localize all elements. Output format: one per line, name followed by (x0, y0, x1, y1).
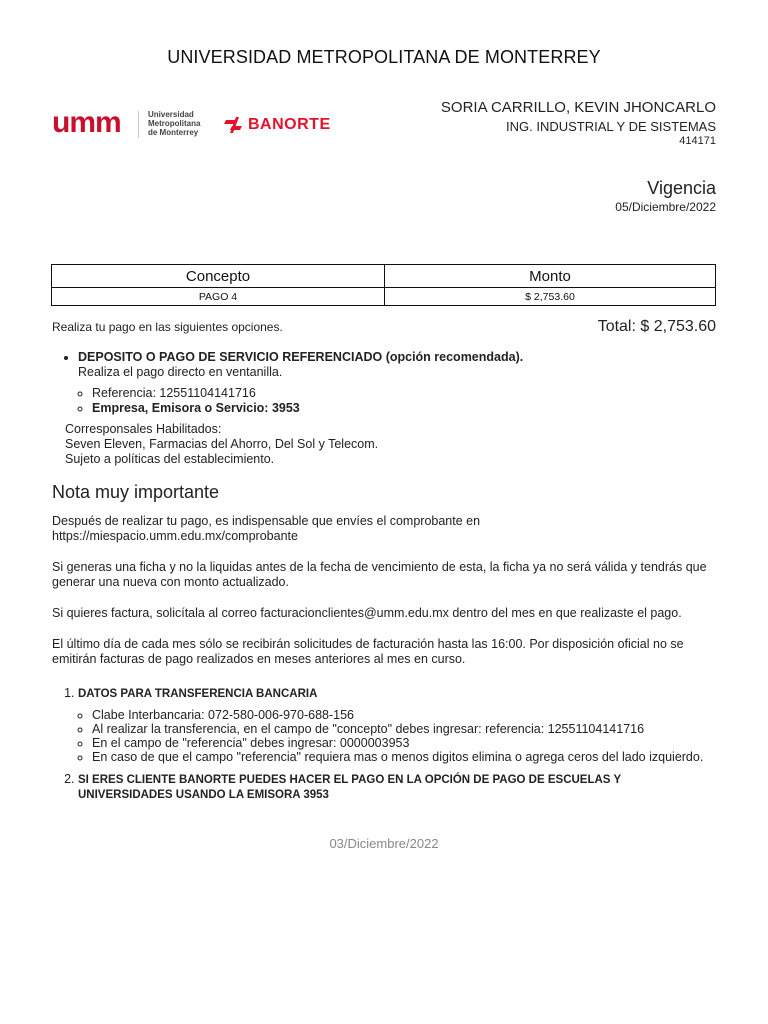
logo-divider (138, 111, 139, 138)
nota-paragraph: El último día de cada mes sólo se recibirán solicitudes de facturación hasta las 16:00. Por disposición oficial no se emitirán facturas de pago realizados en meses anteriores al mes en curso. (52, 637, 684, 666)
deposit-subtitle: Realiza el pago directo en ventanilla. (78, 365, 283, 379)
umm-subtitle-line: Universidad (148, 110, 194, 119)
transfer-details (78, 708, 716, 764)
table-cell-concepto: PAGO 4 (52, 288, 385, 306)
nota-paragraph: Si generas una ficha y no la liquidas antes de la fecha de vencimiento de esta, la ficha ya no será válida y tendrás que generar una nueva con monto actualizado. (52, 560, 707, 589)
total-amount: Total: $ 2,753.60 (597, 318, 716, 335)
deposit-details (78, 386, 716, 416)
list-item: ◦ En el campo de "referencia" debes ingresar: 0000003953 (92, 736, 716, 750)
vigencia-label: Vigencia (647, 178, 716, 198)
banorte-logo (224, 115, 364, 135)
list-item (78, 686, 716, 764)
student-name: SORIA CARRILLO, KEVIN JHONCARLO (440, 99, 716, 116)
payment-option-deposit (52, 350, 716, 467)
payment-intro: Realiza tu pago en las siguientes opciones. (52, 320, 283, 334)
concepts-table (51, 264, 716, 306)
list-item: ◦ Empresa, Emisora o Servicio: 3953 (92, 401, 716, 416)
deposit-list (52, 350, 716, 416)
nota-paragraph: Si quieres factura, solicítala al correo facturacionclientes@umm.edu.mx dentro del mes en que realizaste el pago. (52, 606, 682, 620)
banorte-client-title: SI ERES CLIENTE BANORTE PUEDES HACER EL PAGO EN LA OPCIÓN DE PAGO DE ESCUELAS Y UNIVERSIDADES USANDO LA EMISORA 3953 (78, 774, 621, 801)
list-item: ◦ Al realizar la transferencia, en el campo de "concepto" debes ingresar: referencia: 12551104141716 (92, 722, 716, 736)
vigencia-block (615, 177, 716, 215)
corresponsales-title: Corresponsales Habilitados: (65, 422, 222, 436)
umm-subtitle-line: de Monterrey (148, 128, 199, 137)
comprobante-link[interactable]: https://miespacio.umm.edu.mx/comprobante (52, 529, 298, 543)
banorte-icon (224, 116, 244, 134)
deposit-title: DEPOSITO O PAGO DE SERVICIO REFERENCIADO (opción recomendada). (78, 350, 524, 364)
footer-date: 03/Diciembre/2022 (329, 836, 439, 851)
list-item: ◦ En caso de que el campo "referencia" requiera mas o menos digitos elimina o agrega ceros del lado izquierdo. (92, 750, 716, 764)
list-item: ◦ Referencia: 12551104141716 (92, 386, 716, 401)
nota-paragraphs (52, 514, 716, 683)
logos (52, 88, 362, 160)
table-row (52, 288, 716, 306)
list-item (78, 350, 716, 416)
transfer-title: DATOS PARA TRANSFERENCIA BANCARIA (78, 688, 318, 700)
umm-logo-word: umm (52, 106, 121, 139)
page-title: UNIVERSIDAD METROPOLITANA DE MONTERREY (167, 47, 601, 67)
corresponsales-block (65, 422, 716, 467)
banorte-logo-text: BANORTE (248, 116, 331, 133)
table-header-row (52, 265, 716, 288)
student-program: ING. INDUSTRIAL Y DE SISTEMAS (506, 119, 716, 134)
student-id: 414171 (679, 135, 716, 147)
column-header-monto: Monto (385, 265, 716, 288)
nota-title: Nota muy importante (52, 482, 220, 502)
vigencia-date: 05/Diciembre/2022 (615, 200, 716, 214)
list-item: ◦ Clabe Interbancaria: 072-580-006-970-688-156 (92, 708, 716, 722)
corresponsales-list: Seven Eleven, Farmacias del Ahorro, Del Sol y Telecom. (65, 437, 379, 451)
column-header-concepto: Concepto (52, 265, 385, 288)
nota-paragraph (52, 514, 716, 544)
numbered-list (52, 686, 716, 802)
umm-logo-subtitle (148, 110, 200, 137)
umm-logo (52, 108, 212, 144)
student-info (441, 99, 716, 148)
nota-text: Después de realizar tu pago, es indispensable que envíes el comprobante en (52, 514, 481, 528)
transfer-instructions (52, 686, 716, 810)
list-item (78, 772, 716, 802)
umm-subtitle-line: Metropolitana (148, 119, 201, 128)
table-cell-monto: $ 2,753.60 (385, 288, 716, 306)
corresponsales-note: Sujeto a políticas del establecimiento. (65, 452, 275, 466)
